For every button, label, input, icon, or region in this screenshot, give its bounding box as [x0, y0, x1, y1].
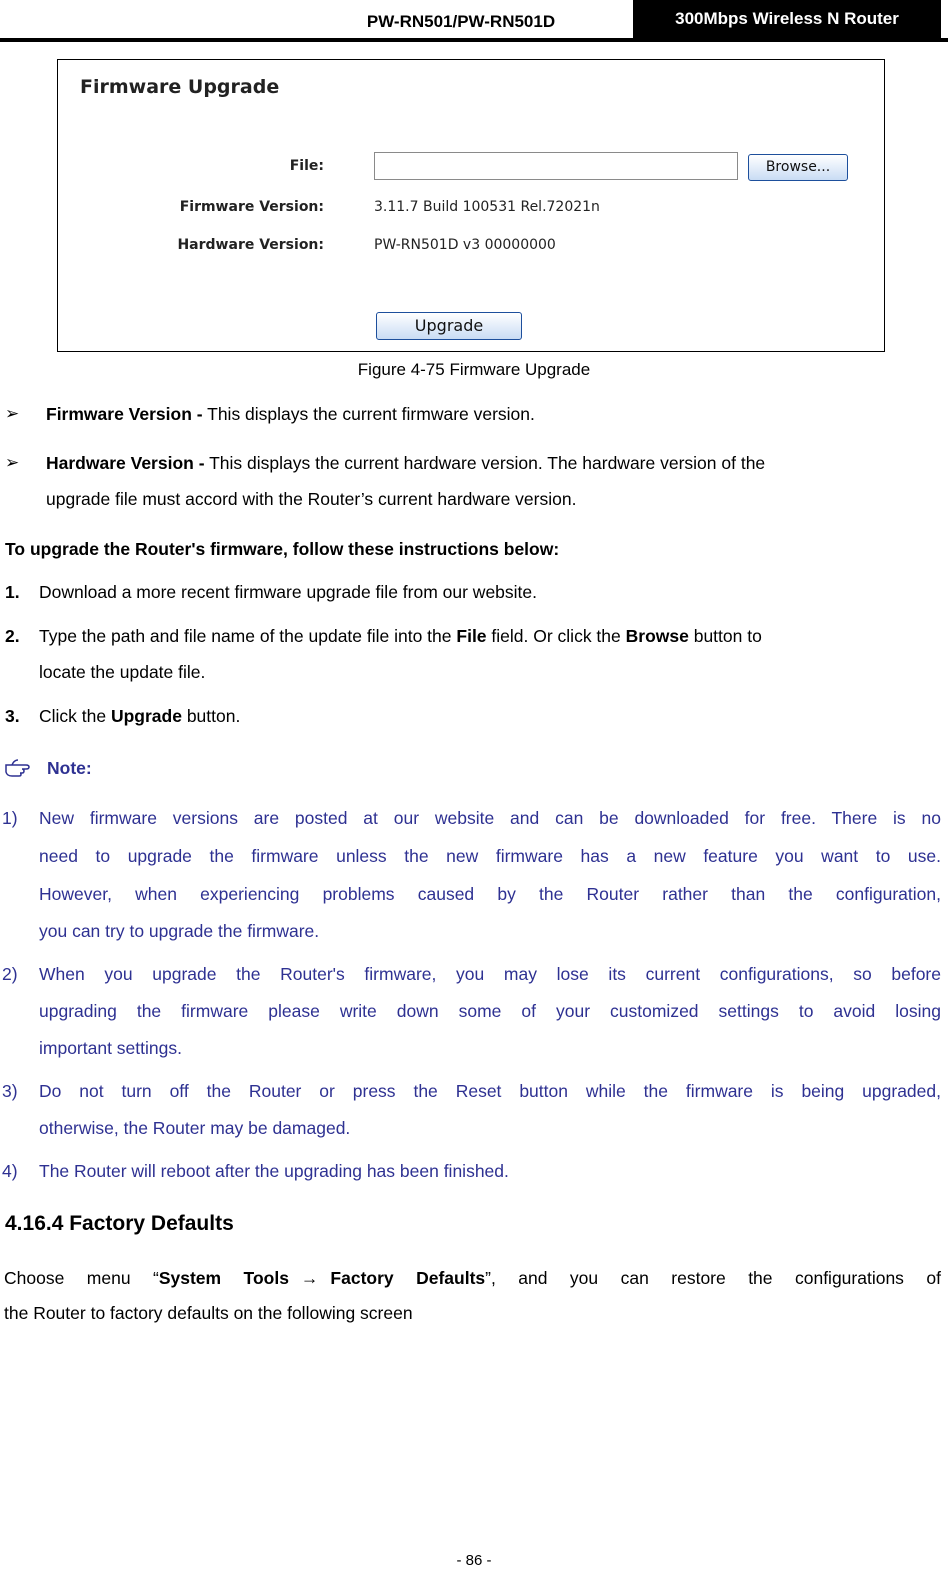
hardware-version-label: Hardware Version: [177, 237, 324, 253]
arrow-bullet-icon: ➢ [5, 453, 20, 472]
note-1-line: New firmware versions are posted at our website and can be downloaded for free. There is no [39, 808, 941, 828]
note-3-line: Do not turn off the Router or press the Reset button while the firmware is being upgraded, [39, 1081, 941, 1101]
bullet-hardware-version: Hardware Version - This displays the current hardware version. The hardware version of the [46, 453, 766, 473]
step-2-text-cont: locate the update file. [39, 662, 206, 682]
firmware-upgrade-screenshot [57, 59, 885, 352]
arrow-right-icon: → [300, 1268, 319, 1288]
file-label: File: [289, 158, 324, 174]
note-1-line: need to upgrade the firmware unless the new firmware has a new feature you want to use. [39, 846, 941, 866]
figure-title: Firmware Upgrade [80, 76, 280, 98]
hardware-version-value: PW-RN501D v3 00000000 [374, 237, 556, 253]
note-label: Note: [47, 758, 92, 778]
step-3-text: Click the Upgrade button. [39, 706, 241, 726]
step-number: 3. [5, 706, 20, 726]
firmware-version-label: Firmware Version: [179, 199, 324, 215]
note-4-line: The Router will reboot after the upgrading has been finished. [39, 1161, 509, 1181]
file-input[interactable] [374, 152, 738, 180]
note-1-line: you can try to upgrade the firmware. [39, 921, 320, 941]
header-rule [0, 38, 948, 42]
note-3-line: otherwise, the Router may be damaged. [39, 1118, 351, 1138]
page-header [0, 0, 948, 40]
pointing-hand-icon [4, 756, 40, 778]
step-2-text: Type the path and file name of the update file into the File field. Or click the Browse button to [39, 626, 762, 646]
firmware-version-value: 3.11.7 Build 100531 Rel.72021n [374, 199, 600, 215]
instructions-heading: To upgrade the Router's firmware, follow these instructions below: [5, 539, 560, 559]
step-1-text: Download a more recent firmware upgrade file from our website. [39, 582, 537, 602]
section-heading: 4.16.4 Factory Defaults [5, 1212, 234, 1235]
note-2-line: important settings. [39, 1038, 182, 1058]
section-paragraph-cont: the Router to factory defaults on the following screen [4, 1303, 413, 1323]
header-product-tab: 300Mbps Wireless N Router [633, 0, 941, 38]
page-number: - 86 - [456, 1552, 492, 1569]
bullet-firmware-version: Firmware Version - This displays the current firmware version. [46, 404, 535, 424]
note-number: 2) [2, 964, 18, 984]
note-number: 1) [2, 808, 18, 828]
header-model: PW-RN501/PW-RN501D [366, 12, 556, 31]
figure-caption: Figure 4-75 Firmware Upgrade [357, 360, 591, 379]
upgrade-button[interactable]: Upgrade [376, 312, 522, 340]
arrow-bullet-icon: ➢ [5, 404, 20, 423]
note-2-line: When you upgrade the Router's firmware, you may lose its current configurations, so before [39, 964, 941, 984]
note-2-line: upgrading the firmware please write down some of your customized settings to avoid losing [39, 1001, 941, 1021]
browse-button[interactable]: Browse... [748, 154, 848, 181]
step-number: 2. [5, 626, 20, 646]
bullet-hardware-version-cont: upgrade file must accord with the Router’s current hardware version. [46, 489, 577, 509]
note-number: 3) [2, 1081, 18, 1101]
step-number: 1. [5, 582, 20, 602]
note-1-line: However, when experiencing problems caused by the Router rather than the configuration, [39, 884, 941, 904]
section-paragraph: Choose menu “System Tools → Factory Defaults”, and you can restore the configurations of [4, 1268, 941, 1288]
note-number: 4) [2, 1161, 18, 1181]
